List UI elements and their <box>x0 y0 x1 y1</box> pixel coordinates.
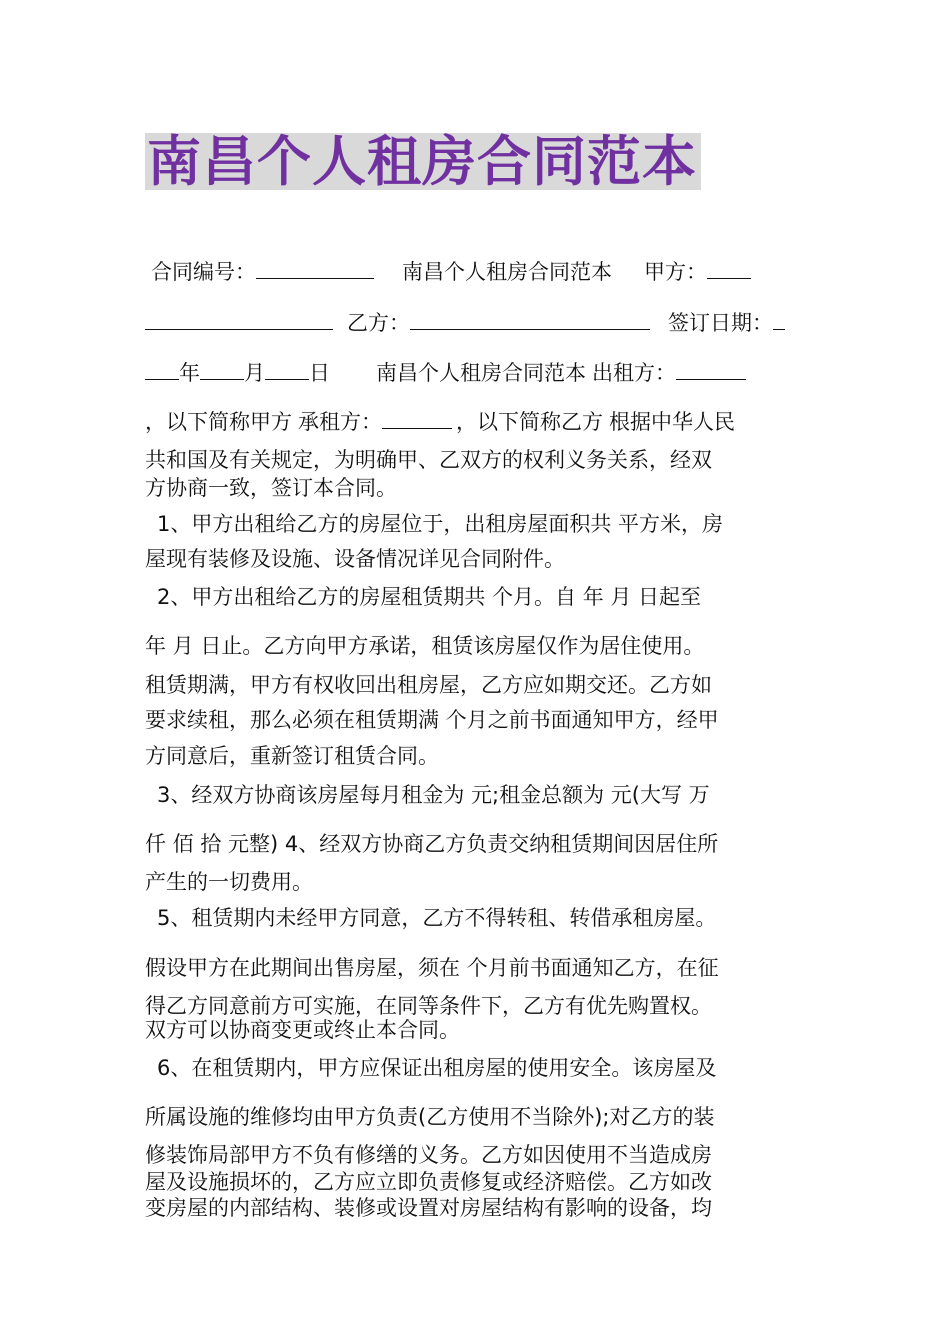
year-label: 年 <box>179 361 200 385</box>
contract-no-label: 合同编号： <box>151 260 256 284</box>
clause-5-line-2: 假设甲方在此期间出售房屋，须在 个月前书面通知乙方，在征 <box>145 956 719 980</box>
body-line: 共和国及有关规定，为明确甲、乙双方的权利义务关系，经双 <box>145 448 712 472</box>
party-b-blank <box>410 309 650 330</box>
lessor-blank <box>676 359 746 380</box>
month-label: 月 <box>244 361 265 385</box>
header-line-1 <box>145 258 807 286</box>
header-line-2 <box>145 309 807 337</box>
lessee-label: 承租方： <box>298 410 382 434</box>
clause-5-line-3: 得乙方同意前方可实施，在同等条件下，乙方有优先购置权。 <box>145 994 712 1018</box>
clause-6-line-1: 6、在租赁期内，甲方应保证出租房屋的使用安全。该房屋及 <box>157 1056 717 1080</box>
header-line-3 <box>145 359 807 387</box>
lessee-suffix: ，以下简称乙方 <box>456 410 603 434</box>
month-blank <box>200 359 244 380</box>
year-blank <box>145 359 179 380</box>
clause-2-line-5: 方同意后，重新签订租赁合同。 <box>145 744 439 768</box>
contract-no-blank <box>256 258 374 279</box>
day-label: 日 <box>309 361 330 385</box>
sign-date-blank <box>773 309 785 330</box>
clause-2-line-4: 要求续租，那么必须在租赁期满 个月之前书面通知甲方，经甲 <box>145 708 719 732</box>
lessor-suffix: ，以下简称甲方 <box>145 410 292 434</box>
clause-2-line-3: 租赁期满，甲方有权收回出租房屋，乙方应如期交还。乙方如 <box>145 673 712 697</box>
sign-date-label: 签订日期： <box>668 311 773 335</box>
doc-name: 南昌个人租房合同范本 <box>402 260 612 284</box>
lessor-label: 出租方： <box>592 361 676 385</box>
clause-6-line-2: 所属设施的维修均由甲方负责(乙方使用不当除外);对乙方的装 <box>145 1105 715 1129</box>
clause-3-line-1: 3、经双方协商该房屋每月租金为 元;租金总额为 元(大写 万 <box>157 783 710 807</box>
clause-2-line-1: 2、甲方出租给乙方的房屋租赁期共 个月。自 年 月 日起至 <box>157 585 702 609</box>
clause-1-line-1: 1、甲方出租给乙方的房屋位于，出租房屋面积共 平方米，房 <box>157 512 724 536</box>
party-a-blank-cont <box>145 309 333 330</box>
clause-1-line-2: 屋现有装修及设施、设备情况详见合同附件。 <box>145 547 565 571</box>
body-line: 方协商一致，签订本合同。 <box>145 476 397 500</box>
party-b-label: 乙方： <box>347 311 410 335</box>
title-highlight <box>145 130 701 193</box>
clause-2-line-2: 年 月 日止。乙方向甲方承诺，租赁该房屋仅作为居住使用。 <box>145 634 705 658</box>
clause-6-line-3: 修装饰局部甲方不负有修缮的义务。乙方如因使用不当造成房 <box>145 1143 712 1167</box>
clause-4-line-1: 产生的一切费用。 <box>145 870 313 894</box>
header-line-4 <box>145 408 807 436</box>
party-a-label: 甲方： <box>644 260 707 284</box>
clause-6-line-4: 屋及设施损坏的，乙方应立即负责修复或经济赔偿。乙方如改 <box>145 1170 712 1194</box>
document-title: 南昌个人租房合同范本 <box>147 130 697 193</box>
clause-3-line-2: 仟 佰 拾 元整) 4、经双方协商乙方负责交纳租赁期间因居住所 <box>145 832 719 856</box>
basis-text-1: 根据中华人民 <box>609 410 735 434</box>
party-a-blank <box>707 258 751 279</box>
day-blank <box>265 359 309 380</box>
clause-6-line-5: 变房屋的内部结构、装修或设置对房屋结构有影响的设备，均 <box>145 1196 712 1220</box>
clause-5-line-4: 双方可以协商变更或终止本合同。 <box>145 1018 460 1042</box>
lessee-blank <box>382 408 452 429</box>
clause-5-line-1: 5、租赁期内未经甲方同意，乙方不得转租、转借承租房屋。 <box>157 906 717 930</box>
doc-name-2: 南昌个人租房合同范本 <box>376 361 586 385</box>
